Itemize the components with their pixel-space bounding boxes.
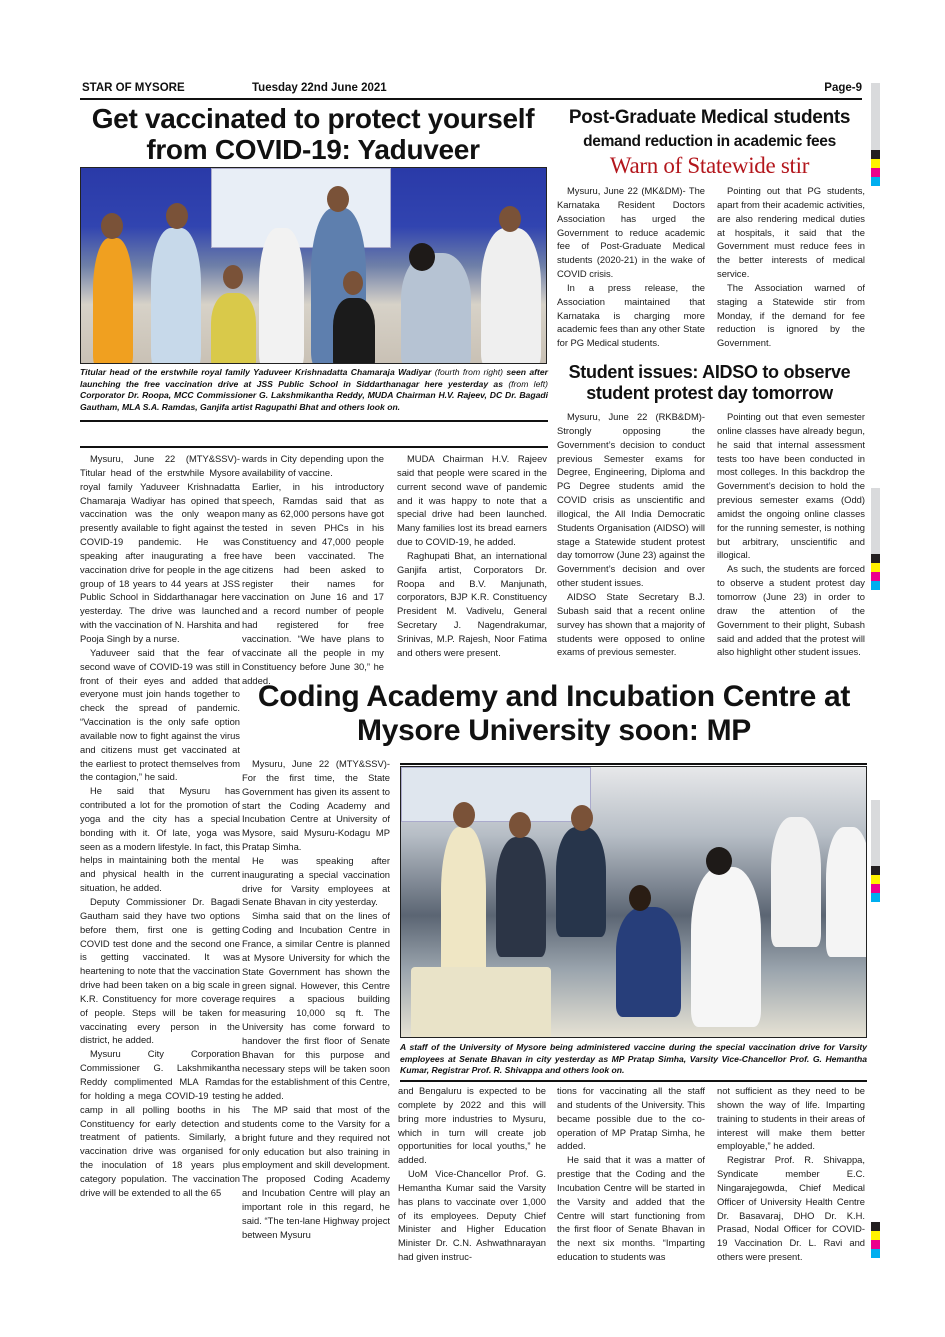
- seated-woman-blue: [616, 907, 681, 1017]
- person-head: [223, 265, 243, 289]
- story2-headline: Post-Graduate Medical students: [568, 107, 851, 128]
- story1-column-1: Mysuru, June 22 (MTY&SSV)- Titular head of the erstwhile Mysore royal family Yaduveer Krishnadatta Chamaraja Wadiyar has opined that vaccination was the only weapon presently available to fight against the COVID-19 pandemic. He was speaking after inaugurating a free vaccination drive for people in the age group of 18 years to 44 years at JSS Public School in Siddarthanagar here yesterday. The drive was launched with the vaccination of N. Harshita and Pooja Singh by a nurse. Yaduveer said that the fear of second wave of COVID-19 was still in front of their eyes and added that everyone must join hands together to check the spread of pandemic. “Vaccination is the only safe option available now to fight against the virus and citizens must get vaccinated at the earliest to protect themselves from the contagion,” he said. He said that Mysuru has contributed a lot for the promotion of yoga and the city has a special bonding with it. Of late, yoga was seen as a modern lifestyle. In fact, this helps in maintaining both the mental and physical health in the current situation, he added. Deputy Commissioner Dr. Bagadi Gautham said they have two options before them, first one is getting COVID test done and the second one is getting vaccinated. It was heartening to note that the vaccination drive had been taken on a big scale in K.R. Constituency for more coverage of people. Steps will be taken for vaccinating every person in the district, he added. Mysuru City Corporation Commissioner G. Lakshmikantha Reddy complimented MLA Ramdas for holding a mega COVID-19 testing camp in all polling booths in his Constituency for early detection and treatment of patients. Similarly, a vaccination drive was organised for the inoculation of 18 years plus category population. The vaccination drive will be extended to all the 65: [80, 453, 240, 1198]
- person-head: [571, 805, 593, 831]
- newspaper-name: STAR OF MYSORE: [82, 82, 185, 94]
- page-number: Page-9: [824, 82, 862, 94]
- person-head: [343, 271, 363, 295]
- seated-woman-yellow: [211, 293, 256, 364]
- person-figure: [556, 827, 606, 937]
- caption-divider: [80, 446, 548, 448]
- story3-column-1: Mysuru, June 22 (RKB&DM)- Strongly opposing the Government’s decision to conduct previous Semester exams for Degree, Engineering, Diploma and PG Degree students amid the COVID crisis as unscientific and illogical, the All India Democratic Students Organisation (AIDSO) will stage a Statewide student protest day tomorrow (June 23) against the Government’s decision and over other student issues. AIDSO State Secretary B.J. Subash said that a recent online survey has shown that a majority of students were opposed to online exams of previous semester.: [557, 411, 705, 658]
- person-head: [453, 802, 475, 828]
- person-head: [327, 186, 349, 212]
- person-head: [509, 812, 531, 838]
- person-head: [409, 243, 435, 271]
- color-registration-bar: [871, 1222, 880, 1258]
- story2-column-1: Mysuru, June 22 (MK&DM)- The Karnataka Resident Doctors Association has urged the Government to reduce academic fee of Post-Graduate Medical students (2020-21) in the wake of COVID crisis. In a press release, the Association maintained that Karnataka is charging more academic fees than any other State for PG Medical students.: [557, 185, 705, 349]
- person-figure: [93, 238, 133, 364]
- story4-column-1: Mysuru, June 22 (MTY&SSV)- For the first time, the State Government has given its assent to start the Coding Academy and Incubation Centre at University of Mysore, said Mysuru-Kodagu MP Pratap Simha. He was speaking after inaugurating a special vaccination drive for Varsity employees at Senate Bhavan in city yesterday. Simha said that on the lines of Coding and Incubation Centre in France, a similar Centre is planned at Mysore University for which the State Government has shown the green signal. However, this Centre requires a spacious building measuring 10,000 sq ft. The University has come forward to handover the first floor of Senate Bhavan for this purpose and necessary steps will be taken soon for the establishment of this Centre, he added. The MP said that most of the students come to the Varsity for a bright future and they required not only education but also training in employment and skill development. The proposed Coding Academy and Incubation Centre will play an important role in this regard, he said. “The ten-lane Highway project between Mysuru: [242, 758, 390, 1240]
- person-head: [166, 203, 188, 229]
- issue-date: Tuesday 22nd June 2021: [252, 82, 387, 94]
- person-head: [499, 206, 521, 232]
- person-head: [706, 847, 732, 875]
- story1-column-3: MUDA Chairman H.V. Rajeev said that people were scared in the current second wave of pandemic and it was happy to note that a special drive had been launched. Many families lost its bread earners due to COVID-19, he added. Raghupati Bhat, an international Ganjifa artist, Corporators Dr. Roopa and B.V. Manjunath, corporators, BJP K.R. Constituency President M. Vadivelu, General Secretary J. Nagendrakumar, Srinivas, M.P. Rajesh, Noor Fatima and others were present.: [397, 453, 547, 658]
- story4-photo: [400, 766, 867, 1038]
- caption-divider: [80, 420, 548, 422]
- story1-column-2: wards in City depending upon the availability of vaccine. Earlier, in his introductory speech, Ramdas said that as many as 62,000 persons have got tested in seven PHCs in his Constituency and 47,000 people have been vaccinated. The citizens had been asked to register their names for vaccination on June 16 and 17 and a record number of people had registered for free vaccination. “We have plans to vaccinate all the people in my Constituency before June 30,” he added.: [242, 453, 384, 686]
- story3-headline: Student issues: AIDSO to observe student protest day tomorrow: [568, 362, 851, 403]
- caption-divider: [400, 1080, 867, 1082]
- photo-banner: [211, 168, 391, 248]
- photo-banner: [401, 767, 591, 822]
- story3-column-2: Pointing out that even semester online classes have already begun, he said that internal assessment tests too have been conducted in most colleges. In this backdrop the Government’s decision to hold the previous semester exams (Odd) amidst the ongoing online classes for the running semester, is nothing but arbitrary, unscientific and illogical. As such, the students are forced to observe a student protest day tomorrow (June 23) in order to draw the attention of the Government to their plight, Subash said and added that the protest will also highlight other student issues.: [717, 411, 865, 658]
- story1-caption: Titular head of the erstwhile royal family Yaduveer Krishnadatta Chamaraja Wadiyar (fourth from right) seen after launching the free vaccination drive at JSS Public School in Siddarthanagar here yesterday as (from left) Corporator Dr. Roopa, MCC Commissioner G. Lakshmikantha Reddy, MUDA Chairman H.V. Rajeev, DC Dr. Bagadi Gautham, MLA S.A. Ramdas, Ganjifa artist Ragupathi Bhat and others look on.: [80, 367, 549, 412]
- table-with-supplies: [411, 967, 551, 1038]
- nurse-figure: [691, 867, 761, 1027]
- story4-headline: Coding Academy and Incubation Centre at Mysore University soon: MP: [257, 680, 851, 747]
- person-figure: [496, 837, 546, 957]
- color-registration-bar: [871, 488, 880, 590]
- color-registration-bar: [871, 83, 880, 186]
- person-head: [101, 213, 123, 239]
- masthead: [82, 82, 862, 98]
- person-head: [629, 885, 651, 911]
- story2-subheadline: demand reduction in academic fees: [583, 133, 836, 150]
- story1-photo: [80, 167, 547, 364]
- person-figure: [826, 827, 867, 957]
- person-figure: [151, 228, 201, 364]
- nurse-figure: [401, 253, 471, 364]
- story1-headline: Get vaccinated to protect yourself from COVID-19: Yaduveer: [91, 103, 535, 165]
- photo-top-rule: [400, 763, 867, 765]
- person-figure: [771, 817, 821, 947]
- story4-caption: A staff of the University of Mysore being administered vaccine during the special vaccination drive for Varsity employees at Senate Bhavan in city yesterday as MP Pratap Simha, Varsity Vice-Chancellor Prof. G. Hemantha Kumar, Registrar Prof. R. Shivappa and others look on.: [400, 1042, 867, 1076]
- person-figure: [259, 228, 304, 364]
- story2-column-2: Pointing out that PG students, apart from their academic activities, are also rendering medical duties at hospitals, it said that the Government must reduce fees in the better interests of medical service. The Association warned of staging a Statewide stir from Monday, if the demand for fee reduction is ignored by the Government.: [717, 185, 865, 349]
- masthead-divider: [80, 98, 862, 100]
- story4-column-4: not sufficient as they need to be shown the way of life. Imparting training to students in their areas of interest will make them better employable,” he added. Registrar Prof. R. Shivappa, Syndicate member E.C. Ningarajegowda, Chief Medical Officer of University Health Centre Dr. Basavaraj, DHO Dr. K.H. Prasad, Nodal Officer for COVID-19 Vaccination Dr. L. Ravi and others were present.: [717, 1085, 865, 1263]
- person-figure: [441, 827, 486, 987]
- story2-kicker: Warn of Statewide stir: [609, 153, 810, 178]
- story4-column-2: and Bengaluru is expected to be complete by 2022 and this will bring more industries to Mysuru, which in turn will create job opportunities for local youths,” he added. UoM Vice-Chancellor Prof. G. Hemantha Kumar said the Varsity has plans to vaccinate over 1,000 of its employees. Deputy Chief Minister and Higher Education Minister Dr. C.N. Ashwathnarayan had given instruc-: [398, 1085, 546, 1263]
- color-registration-bar: [871, 800, 880, 902]
- story4-column-3: tions for vaccinating all the staff and students of the University. This became possible due to the co-operation of MP Pratap Simha, he added. He said that it was a matter of prestige that the Coding and the Incubation Centre will be started in the Varsity and added that the Centre will start functioning from the first floor of Senate Bhavan in the next six months. “Imparting education to students was: [557, 1085, 705, 1263]
- seated-woman-black-shirt: [333, 298, 375, 364]
- person-figure: [481, 228, 541, 364]
